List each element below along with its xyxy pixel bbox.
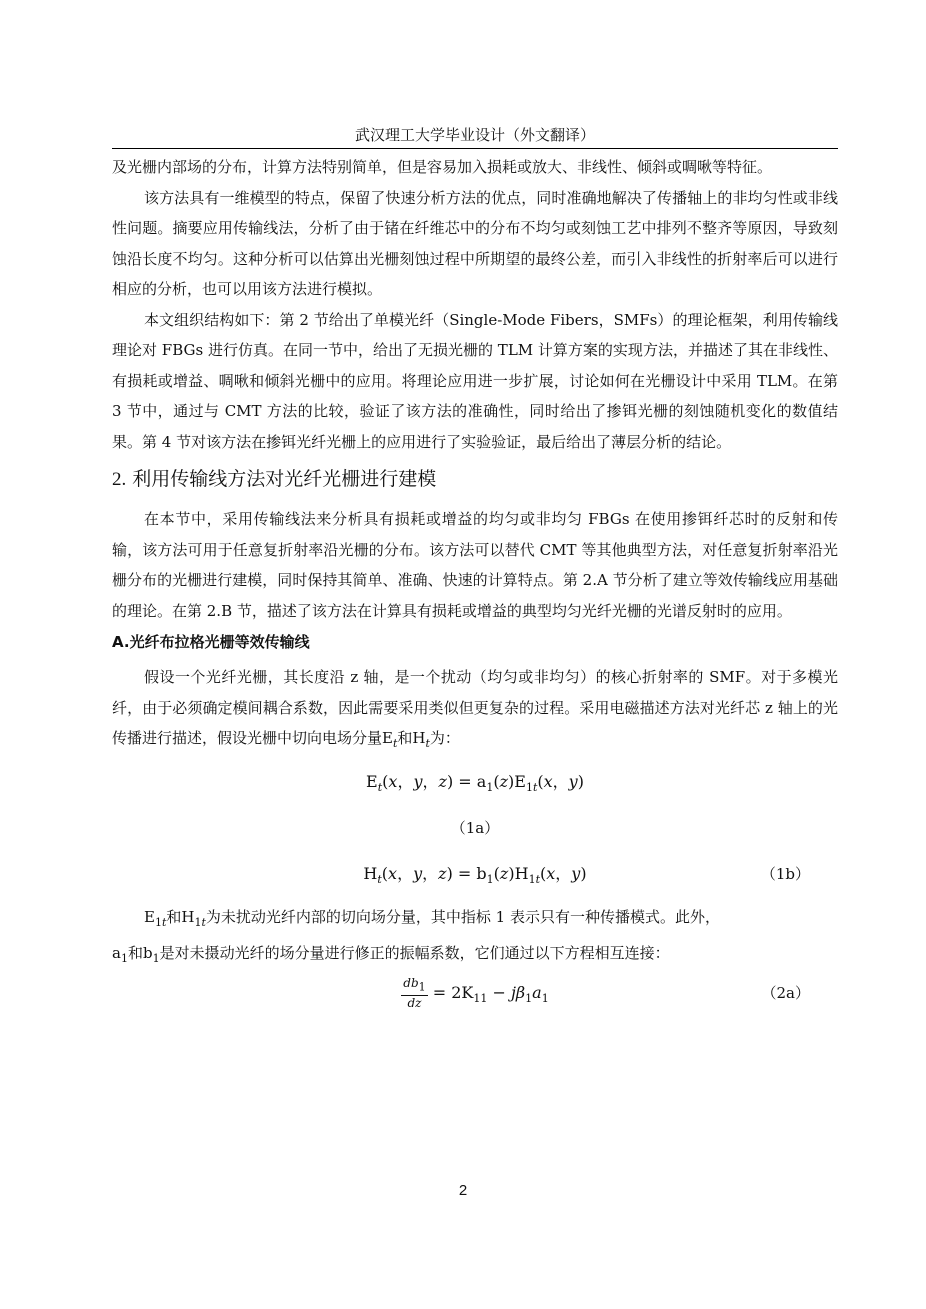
equation-2a-number: （2a） xyxy=(761,983,810,1002)
header-rule xyxy=(112,148,838,149)
equation-1a xyxy=(112,764,838,800)
paragraph-3: 本文组织结构如下：第 2 节给出了单模光纤（Single-Mode Fibers，SMFs）的理论框架，利用传输线理论对 FBGs 进行仿真。在同一节中，给出了无损光栅的 TLM 计算方案的实现方法，并描述了其在非线性、有损耗或增益、啁啾和倾斜光栅中的应用。将理论应用进一步扩展，讨论如何在光栅设计中采用 TLM。在第 3 节中，通过与 CMT 方法的比较，验证了该方法的准确性，同时给出了掺铒光栅的刻蚀随机变化的数值结果。第 4 节对该方法在掺铒光纤光栅上的应用进行了实验验证，最后给出了薄层分析的结论。 xyxy=(112,310,838,451)
eq2a-den: dz xyxy=(407,995,422,1010)
equation-2a xyxy=(112,975,838,1011)
section-heading xyxy=(112,463,838,496)
equation-1a-number: （1a） xyxy=(450,818,500,837)
paragraph-6: $E_{1t}$和$H_{1t}$为未扰动光纤内部的切向场分量，其中指标 1 表示只有一种传播模式。此外， $a_1$和$b_1$是对未摄动光纤的场分量进行修正的振幅系数，它们通过以下方程相互连接： xyxy=(112,907,720,965)
equation-1b-number: （1b） xyxy=(760,864,810,883)
equation-1a-formula: $E_t(x$，y，$z) = a_1(z)E_{1t}(x$，y) xyxy=(366,771,584,794)
page-number: 2 xyxy=(458,1182,468,1199)
section-number: 2. xyxy=(112,469,127,490)
paragraph-2: 该方法具有一维模型的特点，保留了快速分析方法的优点，同时准确地解决了传播轴上的非均匀性或非线性问题。摘要应用传输线法，分析了由于锗在纤维芯中的分布不均匀或刻蚀工艺中排列不整齐等原因，导致刻蚀沿长度不均匀。这种分析可以估算出光栅刻蚀过程中所期望的最终公差，而引入非线性的折射率后可以进行相应的分析，也可以用该方法进行模拟。 xyxy=(112,188,838,298)
paragraph-5: 假设一个光纤光栅，其长度沿 z 轴，是一个扰动（均匀或非均匀）的核心折射率的 SMF。对于多模光纤，由于必须确定模间耦合系数，因此需要采用类似但更复杂的过程。采用电磁描述方法对光纤芯 z 轴上的光传播进行描述，假设光栅中切向电场分量$E_t$和$H_t$为： xyxy=(112,668,838,750)
paragraph-6-mid: 为未扰动光纤内部的切向场分量，其中指标 1 表示只有一种传播模式。此外， xyxy=(205,907,720,926)
section-title: 利用传输线方法对光纤光栅进行建模 xyxy=(132,468,437,490)
paragraph-5-end: 为： xyxy=(429,729,460,747)
eq1a-lhs: E xyxy=(366,771,378,791)
paragraph-6-end: 是对未摄动光纤的场分量进行修正的振幅系数，它们通过以下方程相互连接： xyxy=(159,944,670,962)
eq1b-rhs-b: b xyxy=(476,863,487,883)
paragraph-1: 及光栅内部场的分布，计算方法特别简单，但是容易加入损耗或放大、非线性、倾斜或啁啾等特征。 xyxy=(112,158,773,176)
paragraph-4: 在本节中，采用传输线法来分析具有损耗或增益的均匀或非均匀 FBGs 在使用掺铒纤芯时的反射和传输，该方法可用于任意复折射率沿光栅的分布。该方法可以替代 CMT 等其他典型方法，对任意复折射率沿光栅分布的光栅进行建模，同时保持其简单、准确、快速的计算特点。第 2.A 节分析了建立等效传输线应用基础的理论。在第 2.B 节，描述了该方法在计算具有损耗或增益的典型均匀光纤光栅的光谱反射时的应用。 xyxy=(112,510,838,620)
eq2a-fraction: $\frac{db_1}{dz}$ xyxy=(403,976,426,1010)
paragraph-5-and: 和 xyxy=(397,729,413,747)
eq2a-num: db xyxy=(403,976,419,991)
paragraph-5-text: 假设一个光纤光栅，其长度沿 z 轴，是一个扰动（均匀或非均匀）的核心折射率的 SMF。对于多模光纤，由于必须确定模间耦合系数，因此需要采用类似但更复杂的过程。采用电磁描述方法对光纤芯 z 轴上的光传播进行描述，假设光栅中切向电场分量 xyxy=(112,668,838,747)
eq2a-rhs: = 2K xyxy=(432,982,474,1002)
eq1a-rhs-a: a xyxy=(476,771,487,791)
body-text xyxy=(112,152,838,1011)
subsection-heading: A.光纤布拉格光栅等效传输线 xyxy=(112,633,310,651)
equation-2a-formula: $\frac{db_1}{dz}$ = $2K_{11} - j\beta_1a_1$ xyxy=(403,976,549,1010)
equation-1b-formula: $H_t(x$，y，$z) = b_1(z)H_{1t}(x$，y) xyxy=(363,863,587,886)
equation-1b xyxy=(112,856,838,892)
running-header: 武汉理工大学毕业设计（外文翻译） xyxy=(354,126,595,144)
eq1b-lhs: H xyxy=(363,863,378,883)
